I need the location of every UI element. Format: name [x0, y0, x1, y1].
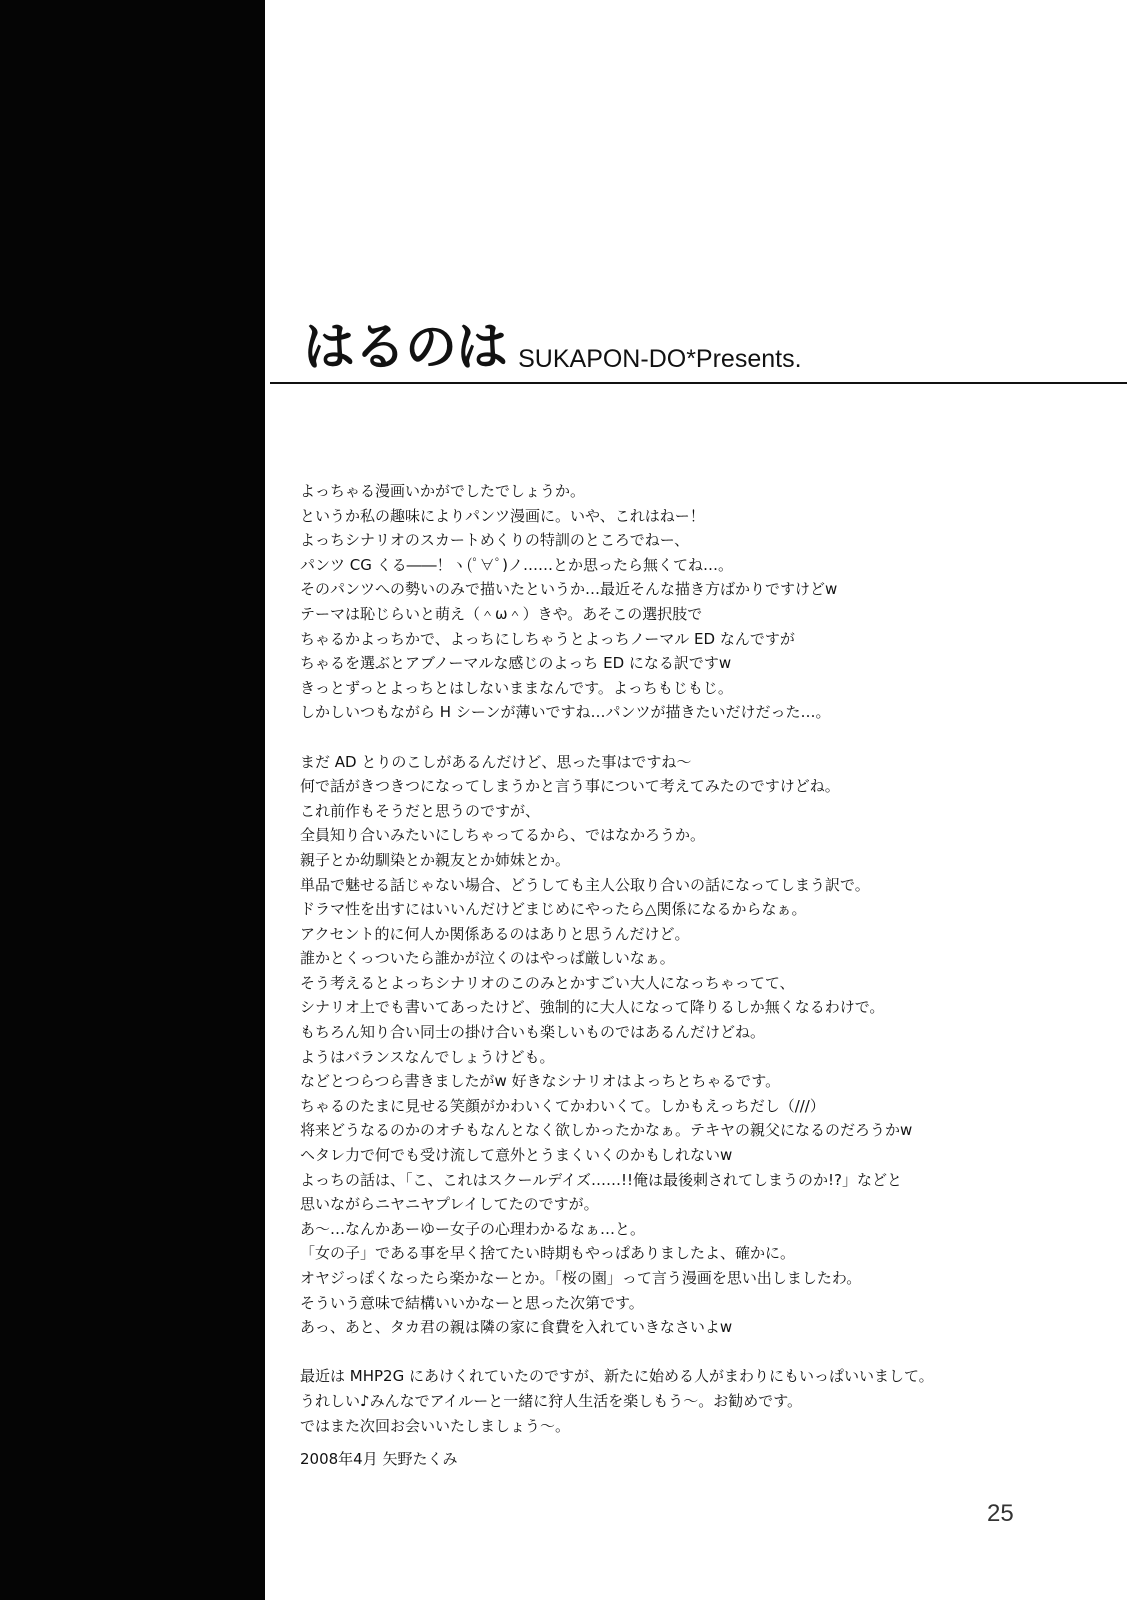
- page-title: はるのは: [303, 318, 508, 378]
- text-line: あ～…なんかあーゆー女子の心理わかるなぁ…と。: [300, 1219, 646, 1238]
- text-line: というか私の趣味によりパンツ漫画に。いや、これはねー！: [300, 506, 705, 525]
- text-line: パンツ CG くる――！ヽ(ﾟ∀ﾟ)ノ……とか思ったら無くてね…。: [300, 555, 733, 574]
- text-line: うれしい♪みんなでアイルーと一緒に狩人生活を楽しもう～。お勧めです。: [300, 1391, 803, 1410]
- text-line: ちゃるを選ぶとアブノーマルな感じのよっち ED になる訳ですw: [300, 654, 732, 673]
- text-line: 「女の子」である事を早く捨てたい時期もやっぱありましたよ、確かに。: [300, 1244, 796, 1263]
- text-line: 何で話がきつきつになってしまうかと言う事について考えてみたのですけどね。: [300, 777, 840, 796]
- title-block: [303, 318, 802, 378]
- text-line: きっとずっとよっちとはしないままなんです。よっちもじもじ。: [300, 678, 733, 697]
- signature: 2008年4月 矢野たくみ: [300, 1450, 458, 1468]
- text-line: ちゃるかよっちかで、よっちにしちゃうとよっちノーマル ED なんですが: [300, 629, 795, 648]
- text-line: そういう意味で結構いいかなーと思った次第です。: [300, 1293, 644, 1312]
- title-divider: [270, 382, 1127, 384]
- text-line: 単品で魅せる話じゃない場合、どうしても主人公取り合いの話になってしまう訳で。: [300, 875, 870, 894]
- text-line: 親子とか幼馴染とか親友とか姉妹とか。: [300, 850, 571, 869]
- text-line: あっ、あと、タカ君の親は隣の家に食費を入れていきなさいよw: [300, 1318, 733, 1337]
- text-line: テーマは恥じらいと萌え（＾ω＾）きや。あそこの選択肢で: [300, 604, 703, 623]
- text-line: しかしいつもながら H シーンが薄いですね…パンツが描きたいだけだった…。: [300, 703, 831, 722]
- page-number: 25: [987, 1500, 1014, 1527]
- text-line: 誰かとくっついたら誰かが泣くのはやっぱ厳しいなぁ。: [300, 949, 675, 968]
- text-line: そのパンツへの勢いのみで描いたというか…最近そんな描き方ばかりですけどw: [300, 580, 838, 599]
- text-line: などとつらつら書きましたがw 好きなシナリオはよっちとちゃるです。: [300, 1072, 781, 1091]
- text-line: よっちシナリオのスカートめくりの特訓のところでねー、: [300, 531, 690, 550]
- text-line: アクセント的に何人か関係あるのはありと思うんだけど。: [300, 924, 690, 943]
- paragraph-gap: [300, 725, 1090, 750]
- text-line: 思いながらニヤニヤプレイしてたのですが。: [300, 1195, 599, 1214]
- text-line: ようはバランスなんでしょうけども。: [300, 1047, 555, 1066]
- text-line: これ前作もそうだと思うのですが、: [300, 801, 541, 820]
- text-line: ドラマ性を出すにはいいんだけどまじめにやったら△関係になるからなぁ。: [300, 900, 807, 919]
- text-line: もちろん知り合い同士の掛け合いも楽しいものではあるんだけどね。: [300, 1023, 766, 1042]
- text-line: 将来どうなるのかのオチもなんとなく欲しかったかなぁ。テキヤの親父になるのだろうかw: [300, 1121, 913, 1140]
- text-line: シナリオ上でも書いてあったけど、強制的に大人になって降りるしか無くなるわけで。: [300, 998, 885, 1017]
- text-line: 最近は MHP2G にあけくれていたのですが、新たに始める人がまわりにもいっぱいいまして。: [300, 1367, 934, 1386]
- text-line: よっちゃる漫画いかがでしたでしょうか。: [300, 482, 586, 500]
- page-subtitle: SUKAPON-DO*Presents.: [518, 345, 802, 373]
- paragraph-gap: [300, 1340, 1090, 1365]
- left-black-band: [0, 0, 265, 1600]
- text-line: そう考えるとよっちシナリオのこのみとかすごい大人になっちゃってて、: [300, 973, 795, 992]
- text-line: オヤジっぽくなったら楽かなーとか。「桜の園」って言う漫画を思い出しましたわ。: [300, 1269, 862, 1287]
- text-line: まだ AD とりのこしがあるんだけど、思った事はですね～: [300, 752, 692, 771]
- afterword-text: [300, 479, 1090, 1438]
- text-line: ヘタレ力で何でも受け流して意外とうまくいくのかもしれないw: [300, 1146, 733, 1165]
- text-line: 全員知り合いみたいにしちゃってるから、ではなかろうか。: [300, 826, 706, 845]
- text-line: ではまた次回お会いいたしましょう～。: [300, 1416, 571, 1435]
- text-line: ちゃるのたまに見せる笑顔がかわいくてかわいくて。しかもえっちだし（///）: [300, 1096, 825, 1115]
- text-line: よっちの話は、「こ、これはスクールデイズ……!!俺は最後刺されてしまうのか!?」などと: [300, 1170, 903, 1189]
